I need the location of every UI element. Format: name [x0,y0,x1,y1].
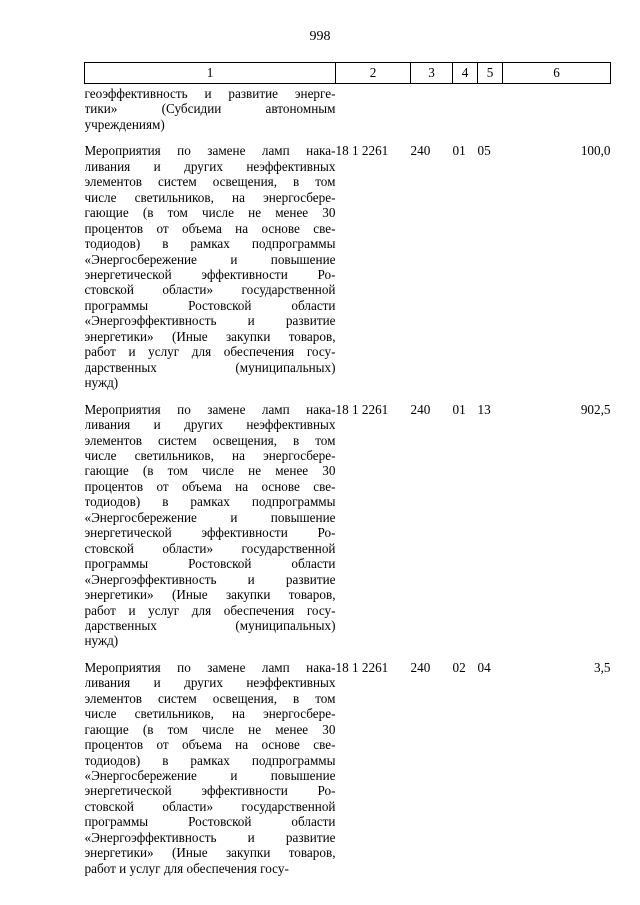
table-body [85,84,611,877]
description-line: элементов систем освещения, в том [84,690,336,706]
description-line: стовской области» государственной [84,798,336,814]
row-section [453,84,478,133]
row-expense-type [411,84,453,133]
description-line: энергетической эффективности Ро- [84,266,336,282]
description-line: гающие (в том числе не менее 30 [84,205,336,221]
row-description [85,132,336,390]
description-line: ливания и других неэффективных [84,675,336,691]
header-col-5: 5 [478,63,503,84]
row-section: 02 [452,659,466,675]
description-line: нужд) [84,633,119,649]
description-line: ливания и других неэффективных [84,158,336,174]
description-line: процентов от объема на основе све- [84,220,336,236]
description-line: числе светильников, на энергосбере- [84,189,336,205]
description-line: энергетики» (Иные закупки товаров, [84,845,336,861]
description-line: «Энергосбережение и повышение [84,768,336,784]
description-line: нужд) [84,375,119,391]
row-expense-type: 240 [410,401,431,417]
description-line: гающие (в том числе не менее 30 [84,463,336,479]
description-line: Мероприятия по замене ламп нака- [84,401,336,417]
row-section: 01 [452,401,466,417]
table-row [85,84,611,133]
page-number: 998 [309,29,331,44]
row-subsection: 13 [477,401,491,417]
table-row [85,132,611,390]
description-line: тодиодов) в рамках подпрограммы [84,752,336,768]
description-line: программы Ростовской области [84,297,336,313]
header-row [85,63,611,84]
description-line: ливания и других неэффективных [84,417,336,433]
description-line: числе светильников, на энергосбере- [84,447,336,463]
table-header [85,63,611,84]
description-line: тодиодов) в рамках подпрограммы [84,236,336,252]
row-amount: 3,5 [594,659,611,675]
description-line: гающие (в том числе не менее 30 [84,721,336,737]
row-description [85,84,336,133]
description-line: Мероприятия по замене ламп нака- [84,143,336,159]
description-line: «Энергоэффективность и развитие [84,571,336,587]
header-col-2: 2 [336,63,411,84]
description-line: «Энергосбережение и повышение [84,251,336,267]
description-line: энергетической эффективности Ро- [84,525,336,541]
description-line: элементов систем освещения, в том [84,432,336,448]
row-code: 18 1 2261 [335,659,389,675]
description-line: процентов от объема на основе све- [84,478,336,494]
description-line: программы Ростовской области [84,556,336,572]
description-line: тодиодов) в рамках подпрограммы [84,494,336,510]
description-line: «Энергоэффективность и развитие [84,313,336,329]
row-amount: 902,5 [580,401,611,417]
header-col-3: 3 [411,63,453,84]
row-subsection: 05 [477,143,491,159]
table-row [85,649,611,876]
description-line: энергетики» (Иные закупки товаров, [84,587,336,603]
description-line: работ и услуг для обеспечения госу- [84,602,336,618]
description-line: элементов систем освещения, в том [84,174,336,190]
row-description [85,649,336,876]
row-code: 18 1 2261 [335,401,389,417]
row-description [85,391,336,649]
description-line: дарственных (муниципальных) [84,359,336,375]
description-line: Мероприятия по замене ламп нака- [84,659,336,675]
row-code [336,84,411,133]
description-line: стовской области» государственной [84,282,336,298]
description-line: программы Ростовской области [84,814,336,830]
header-col-6: 6 [503,63,611,84]
description-line: работ и услуг для обеспечения госу- [84,344,336,360]
description-line: числе светильников, на энергосбере- [84,706,336,722]
row-code: 18 1 2261 [335,143,389,159]
description-line: энергетики» (Иные закупки товаров, [84,328,336,344]
description-line: стовской области» государственной [84,540,336,556]
description-line: «Энергоэффективность и развитие [84,829,336,845]
description-line: работ и услуг для обеспечения госу- [84,860,289,876]
header-col-1: 1 [85,63,336,84]
row-expense-type: 240 [410,659,431,675]
header-col-4: 4 [453,63,478,84]
description-line: тики» (Субсидии автономным [84,101,336,117]
description-line: энергетической эффективности Ро- [84,783,336,799]
row-amount [503,84,611,133]
budget-table [84,62,611,876]
table-row [85,391,611,649]
row-expense-type: 240 [410,143,431,159]
description-line: «Энергосбережение и повышение [84,509,336,525]
description-line: процентов от объема на основе све- [84,737,336,753]
description-line: учреждениям) [84,116,165,132]
row-amount: 100,0 [580,143,611,159]
row-subsection: 04 [477,659,491,675]
description-line: дарственных (муниципальных) [84,617,336,633]
row-subsection [478,84,503,133]
row-section: 01 [452,143,466,159]
description-line: геоэффективность и развитие энерге- [84,86,336,101]
